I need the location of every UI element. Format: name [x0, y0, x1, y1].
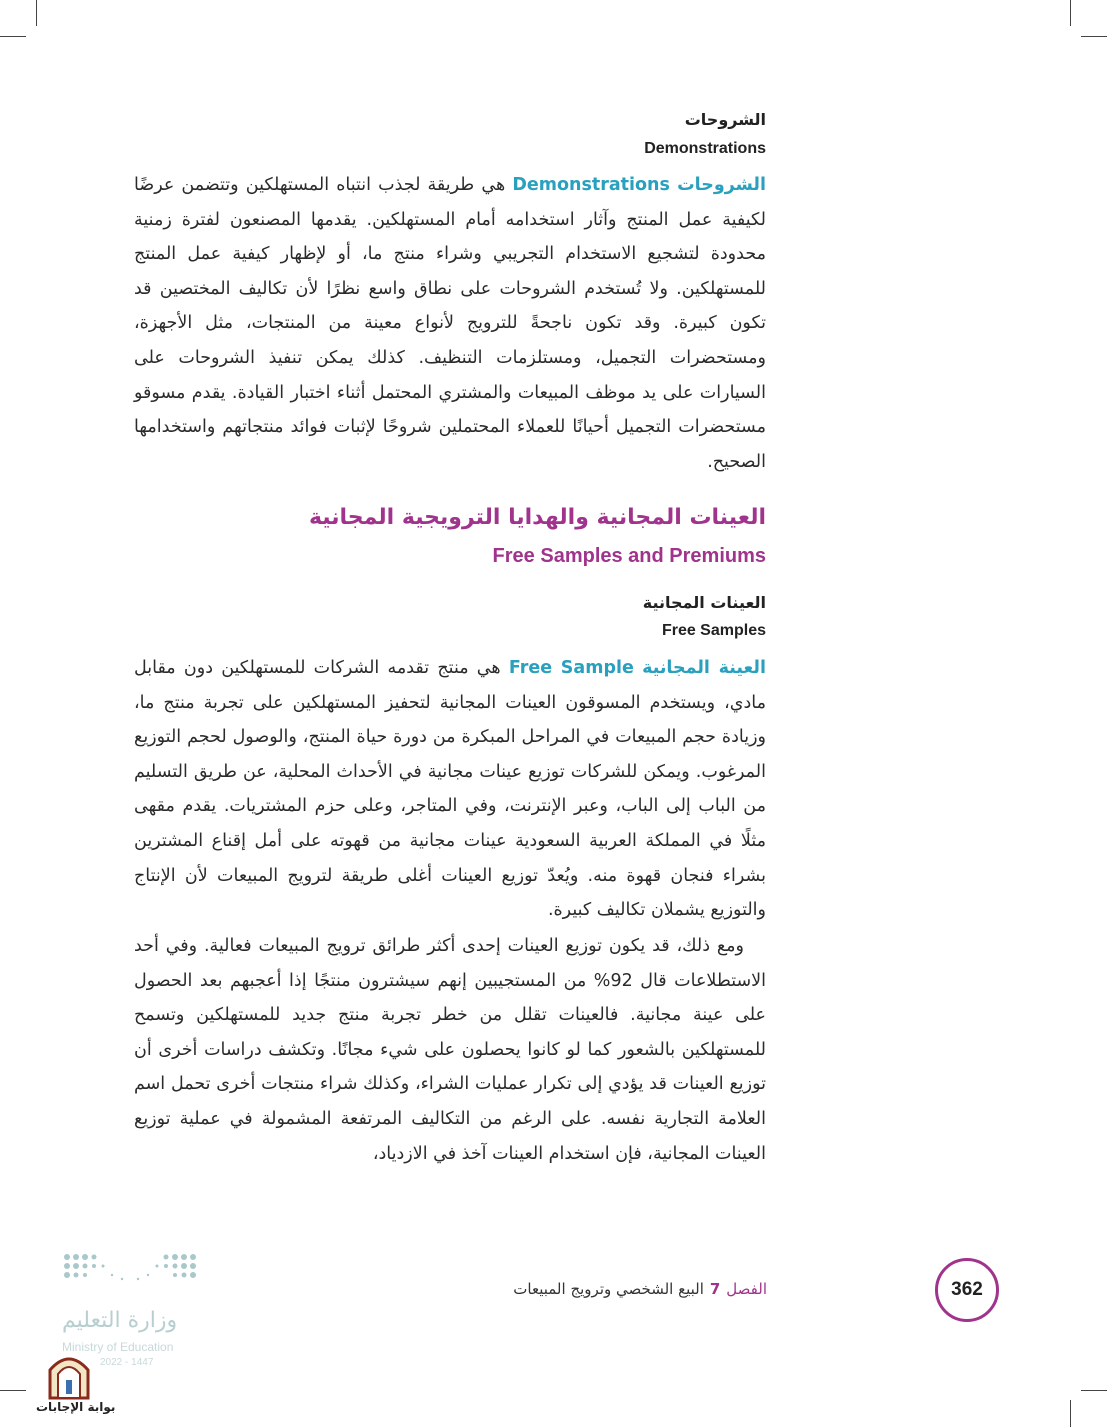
paragraph-text: هي طريقة لجذب انتباه المستهلكين وتتضمن عرضًا لكيفية عمل المنتج وآثار استخدامه أمام المستهلكين. يقدمها المصنعون لفترة زمنية محدودة لتشجيع الاستخدام التجريبي وشراء منتج ما، أو لإظهار كيفية عمل المنتج للمستهلكين. ولا تُستخدم الشروحات على نطاق واسع نظرًا لأن تكاليف المختصين قد تكون كبيرة. وقد تكون ناجحةً للترويج لأنواع معينة من المنتجات، مثل الأجهزة، ومستحضرات التجميل، ومستلزمات التنظيف. كذلك يمكن تنفيذ الشروحات على السيارات على يد موظف المبيعات والمشتري المحتمل أثناء اختبار القيادة. يقدم مسوقو مستحضرات التجميل أحيانًا للعملاء المحتملين شروحًا لإثبات فوائد منتجاتهم واستخدامها الصحيح.: [134, 175, 766, 472]
term-ar: الشروحات: [677, 175, 766, 195]
mosque-logo-icon: [46, 1350, 92, 1400]
paragraph: [134, 168, 766, 479]
ministry-logo-icon: [62, 1252, 198, 1288]
badge-text: بوابة الإجابات: [36, 1400, 116, 1414]
chapter-number: 7: [709, 1280, 721, 1298]
ministry-name-en: Ministry of Education: [62, 1340, 174, 1354]
ministry-year: 2022 - 1447: [100, 1357, 154, 1368]
term-en: Free Sample: [508, 658, 634, 678]
sub-heading-ar: العينات المجانية: [642, 593, 766, 612]
crop-mark: [1081, 1390, 1107, 1391]
crop-mark: [0, 1390, 26, 1391]
chapter-title: البيع الشخصي وترويج المبيعات: [513, 1280, 704, 1298]
paragraph-text: هي منتج تقدمه الشركات للمستهلكين دون مقابل مادي، ويستخدم المسوقون العينات المجانية لتحفيز المستهلكين على تجربة منتج ما، وزيادة حجم المبيعات في المراحل المبكرة من دورة حياة المنتج، والوصول لحجم التوزيع المرغوب. ويمكن للشركات توزيع عينات مجانية في الأحداث المحلية، عن طريق التسليم من الباب إلى الباب، وعبر الإنترنت، وفي المتاجر، وعلى حزم المشتريات. يقدم مقهى مثلًا في المملكة العربية السعودية عينات مجانية من قهوته على أمل إقناع المشترين بشراء فنجان قهوة منه. ويُعدّ توزيع العينات أغلى طريقة لترويج المبيعات لأن الإنتاج والتوزيع يشملان تكاليف كبيرة.: [134, 658, 766, 921]
section-title-en: Free Samples and Premiums: [492, 545, 766, 567]
chapter-footer: [513, 1280, 767, 1298]
section-heading-en: Demonstrations: [644, 140, 766, 157]
sub-heading-en: Free Samples: [661, 622, 766, 639]
ministry-name-ar: وزارة التعليم: [62, 1308, 178, 1333]
paragraph: ومع ذلك، قد يكون توزيع العينات إحدى أكثر طرائق ترويج المبيعات فعالية. وفي أحد الاستطلاعات قال 92% من المستجيبين إنهم سيشترون منتجًا إذا أعجبهم بعد الحصول على عينة مجانية. فالعينات تقلل من خطر تجربة منتج جديد للمستهلكين وتسمح للمستهلكين بالشعور كما لو كانوا يحصلون على شيء مجانًا. وتكشف دراسات أخرى أن توزيع العينات قد يؤدي إلى تكرار عمليات الشراء، وكذلك شراء منتجات أخرى تحمل اسم العلامة التجارية نفسه. على الرغم من التكاليف المرتفعة المشمولة في عملية توزيع العينات المجانية، فإن استخدام العينات آخذ في الازدياد،: [134, 936, 767, 1164]
crop-mark: [1070, 0, 1071, 26]
page-number: 362: [935, 1258, 999, 1322]
paragraph: [134, 651, 766, 928]
section-heading-ar: الشروحات: [684, 110, 766, 129]
crop-mark: [1070, 1400, 1071, 1427]
crop-mark: [36, 0, 37, 26]
section-title-ar: العينات المجانية والهدايا الترويجية المجانية: [308, 505, 766, 530]
crop-mark: [1081, 36, 1107, 37]
chapter-label: الفصل: [726, 1280, 767, 1298]
crop-mark: [0, 36, 26, 37]
term-ar: العينة المجانية: [642, 658, 766, 678]
term-en: Demonstrations: [512, 175, 670, 195]
